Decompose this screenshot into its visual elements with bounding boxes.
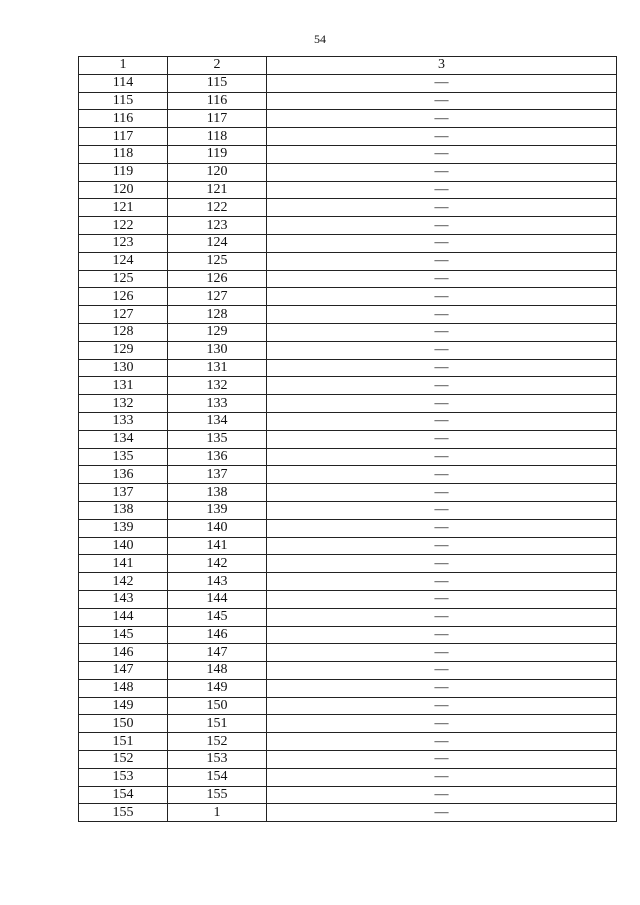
- table-cell: 119: [79, 163, 168, 181]
- table-cell: 137: [168, 466, 267, 484]
- header-cell: 1: [79, 57, 168, 75]
- table-cell: —: [267, 555, 617, 573]
- table-cell: 122: [168, 199, 267, 217]
- table-body: [79, 57, 617, 822]
- table-row: [79, 786, 617, 804]
- table-row: [79, 359, 617, 377]
- table-cell: —: [267, 519, 617, 537]
- table-cell: —: [267, 768, 617, 786]
- table-row: [79, 288, 617, 306]
- table-cell: 138: [168, 484, 267, 502]
- table-cell: —: [267, 501, 617, 519]
- table-cell: —: [267, 626, 617, 644]
- table-cell: 148: [79, 679, 168, 697]
- table-row: [79, 519, 617, 537]
- table-cell: 120: [79, 181, 168, 199]
- table-cell: 141: [168, 537, 267, 555]
- table-cell: —: [267, 430, 617, 448]
- table-cell: 155: [168, 786, 267, 804]
- table-cell: 142: [79, 573, 168, 591]
- data-table: [78, 56, 617, 822]
- table-cell: 149: [168, 679, 267, 697]
- table-cell: 151: [79, 733, 168, 751]
- table-cell: 140: [79, 537, 168, 555]
- table-cell: 147: [79, 662, 168, 680]
- table-row: [79, 92, 617, 110]
- table-row: [79, 679, 617, 697]
- table-cell: 134: [79, 430, 168, 448]
- table-cell: 133: [79, 412, 168, 430]
- table-cell: 138: [79, 501, 168, 519]
- table-cell: 150: [79, 715, 168, 733]
- table-cell: 127: [79, 306, 168, 324]
- table-cell: 154: [79, 786, 168, 804]
- table-cell: 118: [79, 145, 168, 163]
- table-row: [79, 145, 617, 163]
- table-row: [79, 448, 617, 466]
- table-cell: 131: [168, 359, 267, 377]
- table-cell: 144: [79, 608, 168, 626]
- table-cell: —: [267, 590, 617, 608]
- table-cell: —: [267, 110, 617, 128]
- header-cell: 3: [267, 57, 617, 75]
- table-cell: 153: [168, 751, 267, 769]
- table-row: [79, 163, 617, 181]
- table-cell: 135: [79, 448, 168, 466]
- table-row: [79, 395, 617, 413]
- table-cell: 115: [79, 92, 168, 110]
- table-row: [79, 466, 617, 484]
- table-cell: 130: [168, 341, 267, 359]
- table-cell: —: [267, 395, 617, 413]
- table-cell: —: [267, 412, 617, 430]
- table-cell: —: [267, 448, 617, 466]
- table-cell: 125: [168, 252, 267, 270]
- table-cell: 116: [168, 92, 267, 110]
- table-cell: 142: [168, 555, 267, 573]
- table-cell: —: [267, 359, 617, 377]
- table-cell: 115: [168, 74, 267, 92]
- table-row: [79, 217, 617, 235]
- table-row: [79, 234, 617, 252]
- table-cell: 131: [79, 377, 168, 395]
- table-cell: —: [267, 573, 617, 591]
- table-cell: —: [267, 270, 617, 288]
- table-cell: —: [267, 786, 617, 804]
- table-cell: 121: [79, 199, 168, 217]
- table-row: [79, 270, 617, 288]
- table-cell: 147: [168, 644, 267, 662]
- table-cell: 128: [168, 306, 267, 324]
- table-row: [79, 751, 617, 769]
- table-cell: —: [267, 466, 617, 484]
- table-cell: 139: [168, 501, 267, 519]
- table-row: [79, 306, 617, 324]
- table-cell: 120: [168, 163, 267, 181]
- table-cell: —: [267, 181, 617, 199]
- table-cell: 114: [79, 74, 168, 92]
- table-cell: 152: [79, 751, 168, 769]
- table-cell: —: [267, 199, 617, 217]
- table-cell: 143: [168, 573, 267, 591]
- table-cell: —: [267, 74, 617, 92]
- table-cell: —: [267, 217, 617, 235]
- table-cell: 146: [79, 644, 168, 662]
- table-cell: 127: [168, 288, 267, 306]
- table-cell: 130: [79, 359, 168, 377]
- table-cell: —: [267, 804, 617, 822]
- table-cell: —: [267, 537, 617, 555]
- table-cell: 140: [168, 519, 267, 537]
- table-cell: 141: [79, 555, 168, 573]
- table-cell: 149: [79, 697, 168, 715]
- table-row: [79, 341, 617, 359]
- table-cell: 121: [168, 181, 267, 199]
- table-row: [79, 715, 617, 733]
- table-cell: 128: [79, 323, 168, 341]
- table-row: [79, 430, 617, 448]
- table-cell: 126: [168, 270, 267, 288]
- table-cell: 155: [79, 804, 168, 822]
- table-cell: —: [267, 252, 617, 270]
- table-cell: 129: [79, 341, 168, 359]
- table-row: [79, 377, 617, 395]
- header-cell: 2: [168, 57, 267, 75]
- table-row: [79, 768, 617, 786]
- table-cell: 143: [79, 590, 168, 608]
- table-cell: 123: [168, 217, 267, 235]
- table-cell: 139: [79, 519, 168, 537]
- table-cell: 124: [168, 234, 267, 252]
- table-cell: 124: [79, 252, 168, 270]
- table-cell: 150: [168, 697, 267, 715]
- table-cell: 116: [79, 110, 168, 128]
- table-header-row: [79, 57, 617, 75]
- table-row: [79, 181, 617, 199]
- table-row: [79, 733, 617, 751]
- table-cell: 148: [168, 662, 267, 680]
- table-row: [79, 697, 617, 715]
- table-cell: 145: [168, 608, 267, 626]
- table-cell: 119: [168, 145, 267, 163]
- table-cell: 125: [79, 270, 168, 288]
- table-row: [79, 412, 617, 430]
- table-cell: —: [267, 306, 617, 324]
- table-cell: 154: [168, 768, 267, 786]
- table-cell: 118: [168, 128, 267, 146]
- table-cell: 151: [168, 715, 267, 733]
- table-row: [79, 252, 617, 270]
- table-cell: 133: [168, 395, 267, 413]
- table-row: [79, 537, 617, 555]
- table-cell: —: [267, 679, 617, 697]
- table-cell: —: [267, 288, 617, 306]
- table-row: [79, 644, 617, 662]
- table-row: [79, 573, 617, 591]
- table-cell: 117: [168, 110, 267, 128]
- table-row: [79, 110, 617, 128]
- table-cell: —: [267, 323, 617, 341]
- table-row: [79, 804, 617, 822]
- table-row: [79, 555, 617, 573]
- table-row: [79, 626, 617, 644]
- table-cell: —: [267, 733, 617, 751]
- table-cell: 132: [168, 377, 267, 395]
- table-cell: 1: [168, 804, 267, 822]
- page-number: 54: [314, 32, 326, 46]
- table-cell: —: [267, 484, 617, 502]
- table-cell: 136: [168, 448, 267, 466]
- table-cell: 145: [79, 626, 168, 644]
- table-cell: —: [267, 751, 617, 769]
- table-row: [79, 484, 617, 502]
- table-cell: 152: [168, 733, 267, 751]
- table-cell: 146: [168, 626, 267, 644]
- table-cell: —: [267, 163, 617, 181]
- table-cell: —: [267, 644, 617, 662]
- table-cell: —: [267, 377, 617, 395]
- table-cell: 117: [79, 128, 168, 146]
- table-row: [79, 662, 617, 680]
- table-row: [79, 501, 617, 519]
- table-cell: 132: [79, 395, 168, 413]
- table-row: [79, 323, 617, 341]
- table-row: [79, 608, 617, 626]
- table-cell: —: [267, 608, 617, 626]
- table-cell: —: [267, 662, 617, 680]
- table-row: [79, 590, 617, 608]
- table-cell: —: [267, 234, 617, 252]
- table-cell: —: [267, 341, 617, 359]
- table-cell: —: [267, 715, 617, 733]
- table-cell: 153: [79, 768, 168, 786]
- table-cell: —: [267, 128, 617, 146]
- table-cell: 144: [168, 590, 267, 608]
- table-cell: 134: [168, 412, 267, 430]
- table-row: [79, 128, 617, 146]
- table-row: [79, 199, 617, 217]
- table-cell: 123: [79, 234, 168, 252]
- table-cell: —: [267, 697, 617, 715]
- table-cell: 137: [79, 484, 168, 502]
- table-cell: 135: [168, 430, 267, 448]
- table-cell: —: [267, 145, 617, 163]
- table-cell: 126: [79, 288, 168, 306]
- table-cell: 136: [79, 466, 168, 484]
- table-row: [79, 74, 617, 92]
- table-cell: 129: [168, 323, 267, 341]
- table-cell: 122: [79, 217, 168, 235]
- table-cell: —: [267, 92, 617, 110]
